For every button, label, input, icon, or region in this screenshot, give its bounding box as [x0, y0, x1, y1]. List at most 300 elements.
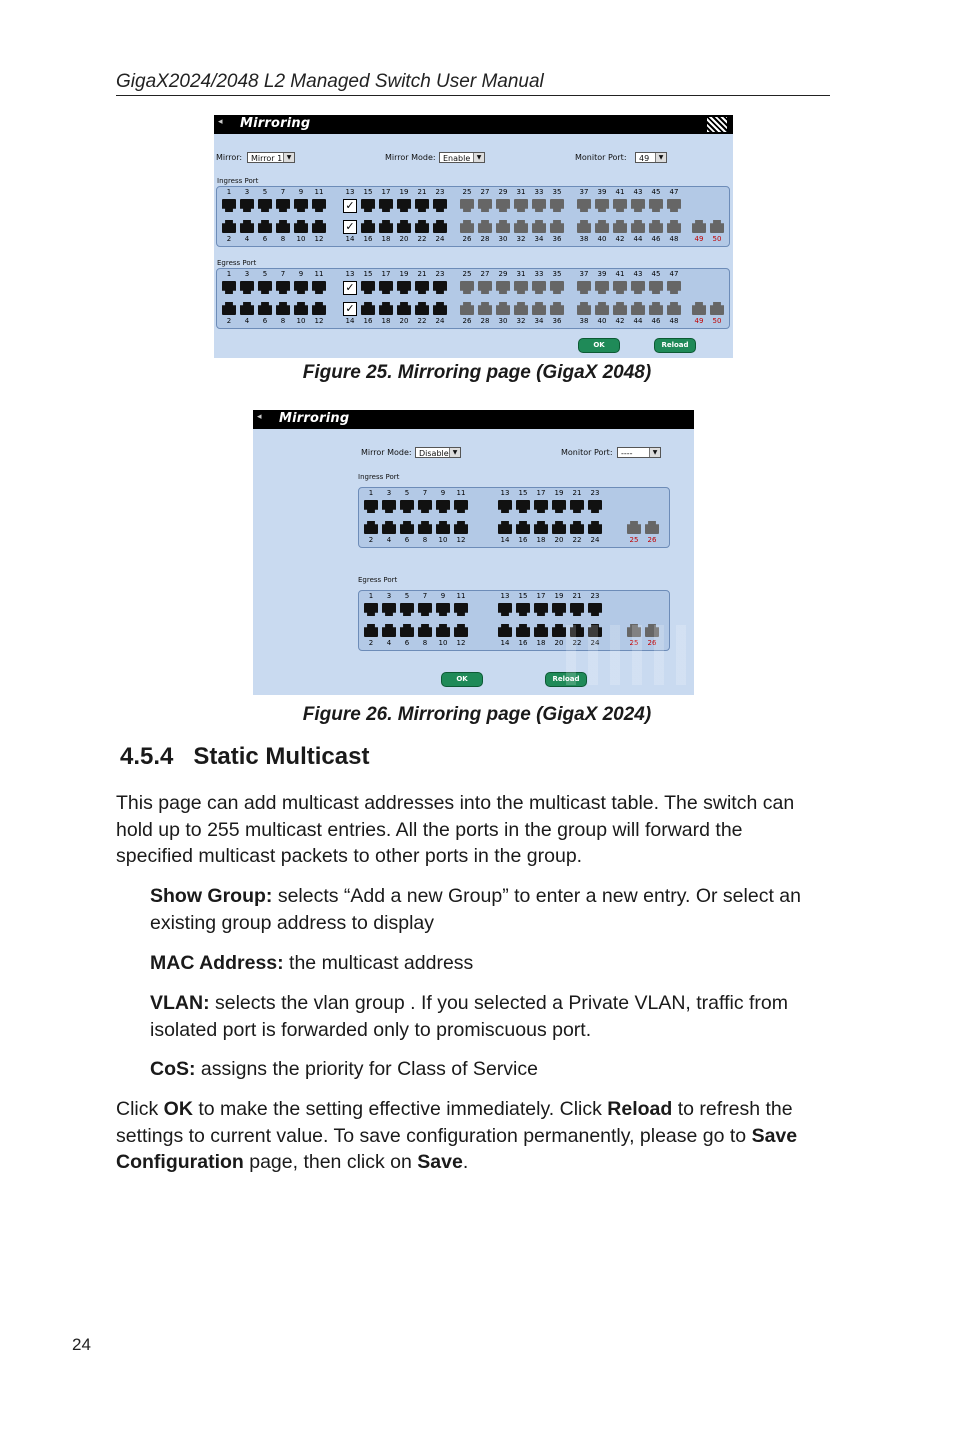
port-toggle-19[interactable]	[552, 500, 566, 513]
port-toggle-7[interactable]	[418, 500, 432, 513]
port-toggle-2[interactable]	[364, 624, 378, 637]
port-number-46: 46	[651, 235, 661, 243]
port-number-18: 18	[381, 235, 391, 243]
port-number-23: 23	[435, 270, 445, 278]
port-toggle-47[interactable]	[667, 199, 681, 212]
port-number-38: 38	[579, 235, 589, 243]
port-number-19: 19	[399, 188, 409, 196]
port-number-1: 1	[226, 270, 232, 278]
port-toggle-32[interactable]	[514, 302, 528, 315]
port-number-19: 19	[399, 270, 409, 278]
port-number-9: 9	[440, 489, 446, 497]
port-number-9: 9	[440, 592, 446, 600]
port-number-5: 5	[262, 188, 268, 196]
port-number-15: 15	[518, 489, 528, 497]
port-toggle-7[interactable]	[276, 281, 290, 294]
port-toggle-6[interactable]	[258, 302, 272, 315]
port-number-37: 37	[579, 188, 589, 196]
port-toggle-15[interactable]	[516, 603, 530, 616]
port-toggle-34[interactable]	[532, 302, 546, 315]
uplink-port-number-25: 25	[629, 536, 639, 544]
uplink-port-number-26: 26	[647, 536, 657, 544]
port-toggle-38[interactable]	[577, 302, 591, 315]
port-toggle-20[interactable]	[552, 624, 566, 637]
port-toggle-16[interactable]	[361, 220, 375, 233]
uplink-port-toggle-49[interactable]	[692, 302, 706, 315]
closing-text-5: .	[462, 1151, 469, 1173]
port-toggle-37[interactable]	[577, 199, 591, 212]
port-number-6: 6	[262, 317, 268, 325]
port-toggle-40[interactable]	[595, 302, 609, 315]
port-number-1: 1	[368, 592, 374, 600]
section-heading	[120, 743, 369, 771]
port-toggle-36[interactable]	[550, 302, 564, 315]
port-number-28: 28	[480, 317, 490, 325]
chevron-down-icon: ▼	[473, 153, 484, 162]
port-number-14: 14	[500, 639, 510, 647]
port-toggle-3[interactable]	[240, 281, 254, 294]
port-toggle-11[interactable]	[454, 603, 468, 616]
port-toggle-31[interactable]	[514, 199, 528, 212]
mirroring-panel-2048	[214, 115, 733, 358]
port-number-21: 21	[417, 270, 427, 278]
port-number-12: 12	[456, 536, 466, 544]
port-toggle-1[interactable]	[364, 603, 378, 616]
port-number-23: 23	[590, 489, 600, 497]
port-number-17: 17	[536, 489, 546, 497]
uplink-port-toggle-26[interactable]	[645, 521, 659, 534]
port-number-22: 22	[417, 317, 427, 325]
port-toggle-14[interactable]	[498, 521, 512, 534]
mirror-mode-select[interactable]	[439, 152, 485, 163]
port-toggle-38[interactable]	[577, 220, 591, 233]
closing-bold-reload: Reload	[607, 1098, 673, 1120]
port-toggle-28[interactable]	[478, 302, 492, 315]
port-toggle-12[interactable]	[312, 220, 326, 233]
port-toggle-42[interactable]	[613, 302, 627, 315]
port-toggle-22[interactable]	[570, 521, 584, 534]
port-number-1: 1	[368, 489, 374, 497]
mirror-select[interactable]	[247, 152, 295, 163]
window-title: Mirroring	[279, 411, 350, 426]
port-toggle-21[interactable]	[415, 281, 429, 294]
ingress-port-group	[358, 487, 670, 548]
port-toggle-48[interactable]	[667, 220, 681, 233]
port-toggle-35[interactable]	[550, 199, 564, 212]
port-toggle-16[interactable]	[361, 302, 375, 315]
brand-logo-icon	[707, 117, 727, 132]
port-number-19: 19	[554, 489, 564, 497]
port-toggle-27[interactable]	[478, 199, 492, 212]
port-toggle-33[interactable]	[532, 281, 546, 294]
port-number-8: 8	[422, 639, 428, 647]
port-toggle-5[interactable]	[258, 199, 272, 212]
port-number-29: 29	[498, 188, 508, 196]
definition-text: selects “Add a new Group” to enter a new entry. Or select an existing group address to display	[150, 885, 801, 934]
port-toggle-16[interactable]	[516, 624, 530, 637]
port-number-43: 43	[633, 188, 643, 196]
port-number-48: 48	[669, 235, 679, 243]
page-number: 24	[72, 1335, 91, 1354]
port-toggle-5[interactable]	[400, 603, 414, 616]
port-toggle-15[interactable]	[361, 281, 375, 294]
port-toggle-21[interactable]	[570, 500, 584, 513]
port-toggle-28[interactable]	[478, 220, 492, 233]
port-number-39: 39	[597, 188, 607, 196]
port-number-9: 9	[298, 188, 304, 196]
port-number-7: 7	[422, 592, 428, 600]
port-number-4: 4	[244, 317, 250, 325]
port-number-3: 3	[244, 188, 250, 196]
port-number-38: 38	[579, 317, 589, 325]
definition-mac-address	[150, 950, 830, 977]
port-toggle-13[interactable]	[498, 603, 512, 616]
port-number-11: 11	[314, 188, 324, 196]
port-toggle-8[interactable]	[418, 624, 432, 637]
port-toggle-4[interactable]	[382, 624, 396, 637]
port-toggle-36[interactable]	[550, 220, 564, 233]
port-number-7: 7	[280, 270, 286, 278]
port-number-45: 45	[651, 188, 661, 196]
port-toggle-22[interactable]	[415, 220, 429, 233]
port-toggle-1[interactable]	[364, 500, 378, 513]
port-toggle-7[interactable]	[276, 199, 290, 212]
port-toggle-21[interactable]	[570, 603, 584, 616]
chevron-down-icon: ▼	[649, 448, 660, 457]
port-number-37: 37	[579, 270, 589, 278]
port-toggle-30[interactable]	[496, 302, 510, 315]
port-toggle-13[interactable]	[498, 500, 512, 513]
mirroring-panel-2024	[253, 410, 694, 695]
port-toggle-44[interactable]	[631, 220, 645, 233]
port-toggle-18[interactable]	[379, 220, 393, 233]
port-number-18: 18	[536, 536, 546, 544]
port-toggle-19[interactable]	[397, 199, 411, 212]
port-toggle-9[interactable]	[294, 199, 308, 212]
port-toggle-18[interactable]	[379, 302, 393, 315]
uplink-port-toggle-49[interactable]	[692, 220, 706, 233]
port-toggle-17[interactable]	[534, 500, 548, 513]
port-toggle-30[interactable]	[496, 220, 510, 233]
port-toggle-24[interactable]	[433, 302, 447, 315]
port-toggle-4[interactable]	[382, 521, 396, 534]
port-number-22: 22	[572, 536, 582, 544]
port-toggle-29[interactable]	[496, 199, 510, 212]
port-number-2: 2	[368, 639, 374, 647]
port-toggle-4[interactable]	[240, 302, 254, 315]
port-number-24: 24	[435, 235, 445, 243]
port-toggle-23[interactable]	[588, 500, 602, 513]
port-number-17: 17	[536, 592, 546, 600]
port-number-8: 8	[422, 536, 428, 544]
port-toggle-9[interactable]	[436, 500, 450, 513]
port-toggle-37[interactable]	[577, 281, 591, 294]
port-toggle-5[interactable]	[258, 281, 272, 294]
port-number-41: 41	[615, 270, 625, 278]
uplink-port-number-49: 49	[694, 317, 704, 325]
port-number-31: 31	[516, 270, 526, 278]
port-toggle-1[interactable]	[222, 199, 236, 212]
port-toggle-2[interactable]	[222, 302, 236, 315]
port-toggle-8[interactable]	[276, 302, 290, 315]
port-toggle-21[interactable]	[415, 199, 429, 212]
port-toggle-6[interactable]	[400, 521, 414, 534]
monitor-port-label: Monitor Port:	[561, 448, 613, 457]
port-toggle-9[interactable]	[436, 603, 450, 616]
port-toggle-10[interactable]	[294, 302, 308, 315]
monitor-port-select[interactable]	[635, 152, 667, 163]
port-toggle-34[interactable]	[532, 220, 546, 233]
port-toggle-18[interactable]	[534, 521, 548, 534]
closing-text-1: Click	[116, 1098, 164, 1120]
port-toggle-17[interactable]	[379, 281, 393, 294]
port-number-26: 26	[462, 235, 472, 243]
port-toggle-10[interactable]	[436, 624, 450, 637]
port-number-5: 5	[262, 270, 268, 278]
port-toggle-12[interactable]	[454, 624, 468, 637]
port-number-36: 36	[552, 317, 562, 325]
port-number-1: 1	[226, 188, 232, 196]
port-toggle-2[interactable]	[222, 220, 236, 233]
port-toggle-46[interactable]	[649, 302, 663, 315]
uplink-port-toggle-50[interactable]	[710, 302, 724, 315]
port-toggle-41[interactable]	[613, 199, 627, 212]
port-toggle-44[interactable]	[631, 302, 645, 315]
port-toggle-10[interactable]	[294, 220, 308, 233]
port-toggle-32[interactable]	[514, 220, 528, 233]
mirror-mode-label: Mirror Mode:	[361, 448, 412, 457]
port-number-11: 11	[456, 489, 466, 497]
port-toggle-9[interactable]	[294, 281, 308, 294]
port-number-16: 16	[518, 536, 528, 544]
chevron-down-icon: ▼	[449, 448, 460, 457]
definition-term: MAC Address:	[150, 952, 284, 974]
port-number-33: 33	[534, 188, 544, 196]
port-toggle-33[interactable]	[532, 199, 546, 212]
port-number-21: 21	[417, 188, 427, 196]
port-toggle-15[interactable]	[361, 199, 375, 212]
reload-button[interactable]: Reload	[545, 672, 587, 687]
port-toggle-31[interactable]	[514, 281, 528, 294]
reload-button[interactable]: Reload	[654, 338, 696, 353]
port-toggle-26[interactable]	[460, 302, 474, 315]
port-toggle-10[interactable]	[436, 521, 450, 534]
uplink-port-number-49: 49	[694, 235, 704, 243]
uplink-port-number-50: 50	[712, 317, 722, 325]
port-toggle-27[interactable]	[478, 281, 492, 294]
mirror-mode-value: Enable	[443, 154, 471, 163]
chevron-down-icon: ▼	[283, 153, 294, 162]
port-number-13: 13	[500, 592, 510, 600]
closing-bold-save-configuration: Save Configuration	[116, 1124, 798, 1173]
ingress-port-label: Ingress Port	[217, 177, 259, 185]
pin-icon: ◂	[257, 412, 262, 422]
port-toggle-1[interactable]	[222, 281, 236, 294]
port-toggle-19[interactable]	[552, 603, 566, 616]
port-number-24: 24	[590, 639, 600, 647]
port-toggle-24[interactable]	[433, 220, 447, 233]
port-number-3: 3	[386, 592, 392, 600]
port-toggle-39[interactable]	[595, 199, 609, 212]
port-toggle-11[interactable]	[312, 199, 326, 212]
port-checkbox-checked-13[interactable]: ✓	[343, 281, 357, 295]
port-number-27: 27	[480, 188, 490, 196]
port-toggle-20[interactable]	[397, 302, 411, 315]
port-toggle-8[interactable]	[418, 521, 432, 534]
port-number-2: 2	[226, 235, 232, 243]
port-toggle-23[interactable]	[433, 199, 447, 212]
definition-term: VLAN:	[150, 992, 210, 1014]
port-toggle-26[interactable]	[460, 220, 474, 233]
port-number-18: 18	[381, 317, 391, 325]
definition-term: Show Group:	[150, 885, 273, 907]
port-toggle-12[interactable]	[454, 521, 468, 534]
monitor-port-select[interactable]	[617, 447, 661, 458]
port-toggle-43[interactable]	[631, 281, 645, 294]
port-number-14: 14	[345, 235, 355, 243]
egress-port-label: Egress Port	[217, 259, 257, 267]
running-header: GigaX2024/2048 L2 Managed Switch User Manual	[116, 70, 830, 96]
port-toggle-12[interactable]	[312, 302, 326, 315]
port-number-29: 29	[498, 270, 508, 278]
port-number-18: 18	[536, 639, 546, 647]
port-toggle-3[interactable]	[240, 199, 254, 212]
port-toggle-25[interactable]	[460, 199, 474, 212]
uplink-port-toggle-50[interactable]	[710, 220, 724, 233]
closing-bold-ok: OK	[163, 1098, 193, 1120]
port-number-12: 12	[314, 317, 324, 325]
port-number-21: 21	[572, 489, 582, 497]
port-toggle-25[interactable]	[460, 281, 474, 294]
port-number-35: 35	[552, 270, 562, 278]
port-number-24: 24	[435, 317, 445, 325]
definition-vlan	[150, 990, 830, 1043]
port-number-22: 22	[572, 639, 582, 647]
port-number-15: 15	[518, 592, 528, 600]
port-number-35: 35	[552, 188, 562, 196]
port-toggle-6[interactable]	[258, 220, 272, 233]
port-toggle-15[interactable]	[516, 500, 530, 513]
port-number-4: 4	[386, 536, 392, 544]
port-number-30: 30	[498, 235, 508, 243]
monitor-port-value: ----	[621, 449, 633, 458]
port-toggle-23[interactable]	[433, 281, 447, 294]
port-number-20: 20	[399, 235, 409, 243]
uplink-port-number-25: 25	[629, 639, 639, 647]
window-title: Mirroring	[240, 116, 311, 131]
port-number-10: 10	[438, 536, 448, 544]
port-toggle-45[interactable]	[649, 199, 663, 212]
port-number-17: 17	[381, 188, 391, 196]
port-toggle-11[interactable]	[454, 500, 468, 513]
port-toggle-2[interactable]	[364, 521, 378, 534]
port-number-28: 28	[480, 235, 490, 243]
port-toggle-48[interactable]	[667, 302, 681, 315]
port-toggle-22[interactable]	[415, 302, 429, 315]
port-toggle-7[interactable]	[418, 603, 432, 616]
definition-text: the multicast address	[283, 952, 474, 974]
section-number: 4.5.4	[120, 743, 174, 770]
port-toggle-24[interactable]	[588, 521, 602, 534]
ok-button[interactable]: OK	[578, 338, 620, 353]
port-number-23: 23	[590, 592, 600, 600]
port-checkbox-checked-14[interactable]: ✓	[343, 220, 357, 234]
definition-text: assigns the priority for Class of Service	[195, 1058, 538, 1080]
port-toggle-35[interactable]	[550, 281, 564, 294]
port-number-27: 27	[480, 270, 490, 278]
port-number-24: 24	[590, 536, 600, 544]
port-toggle-47[interactable]	[667, 281, 681, 294]
monitor-port-label: Monitor Port:	[575, 153, 627, 162]
port-toggle-4[interactable]	[240, 220, 254, 233]
uplink-port-toggle-25[interactable]	[627, 521, 641, 534]
port-toggle-40[interactable]	[595, 220, 609, 233]
port-number-41: 41	[615, 188, 625, 196]
port-toggle-3[interactable]	[382, 603, 396, 616]
port-number-42: 42	[615, 317, 625, 325]
port-number-6: 6	[262, 235, 268, 243]
port-toggle-6[interactable]	[400, 624, 414, 637]
port-toggle-17[interactable]	[379, 199, 393, 212]
port-number-34: 34	[534, 317, 544, 325]
port-toggle-8[interactable]	[276, 220, 290, 233]
port-toggle-45[interactable]	[649, 281, 663, 294]
port-toggle-46[interactable]	[649, 220, 663, 233]
port-toggle-39[interactable]	[595, 281, 609, 294]
port-toggle-41[interactable]	[613, 281, 627, 294]
port-toggle-42[interactable]	[613, 220, 627, 233]
port-number-10: 10	[438, 639, 448, 647]
mirror-mode-value: Disable	[419, 449, 449, 458]
intro-paragraph: This page can add multicast addresses into the multicast table. The switch can hold up to 255 multicast entries. All the ports in the group will forward the specified multicast packets to other ports in the group.	[116, 792, 795, 867]
port-number-7: 7	[280, 188, 286, 196]
port-number-47: 47	[669, 188, 679, 196]
port-number-22: 22	[417, 235, 427, 243]
port-toggle-3[interactable]	[382, 500, 396, 513]
port-number-6: 6	[404, 639, 410, 647]
port-toggle-23[interactable]	[588, 603, 602, 616]
port-checkbox-checked-14[interactable]: ✓	[343, 302, 357, 316]
port-toggle-17[interactable]	[534, 603, 548, 616]
port-toggle-29[interactable]	[496, 281, 510, 294]
port-number-32: 32	[516, 235, 526, 243]
window-titlebar	[214, 115, 733, 134]
port-number-6: 6	[404, 536, 410, 544]
port-number-7: 7	[422, 489, 428, 497]
port-number-14: 14	[345, 317, 355, 325]
figure-25-caption: Figure 25. Mirroring page (GigaX 2048)	[302, 362, 652, 383]
port-number-17: 17	[381, 270, 391, 278]
port-number-45: 45	[651, 270, 661, 278]
port-number-32: 32	[516, 317, 526, 325]
port-number-31: 31	[516, 188, 526, 196]
port-toggle-19[interactable]	[397, 281, 411, 294]
mirror-mode-select[interactable]	[415, 447, 461, 458]
port-toggle-11[interactable]	[312, 281, 326, 294]
port-number-16: 16	[363, 317, 373, 325]
port-toggle-14[interactable]	[498, 624, 512, 637]
port-toggle-16[interactable]	[516, 521, 530, 534]
port-number-21: 21	[572, 592, 582, 600]
port-toggle-20[interactable]	[397, 220, 411, 233]
port-checkbox-checked-13[interactable]: ✓	[343, 199, 357, 213]
port-toggle-18[interactable]	[534, 624, 548, 637]
window-titlebar	[253, 410, 694, 429]
ok-button[interactable]: OK	[441, 672, 483, 687]
port-toggle-43[interactable]	[631, 199, 645, 212]
port-toggle-5[interactable]	[400, 500, 414, 513]
port-toggle-20[interactable]	[552, 521, 566, 534]
